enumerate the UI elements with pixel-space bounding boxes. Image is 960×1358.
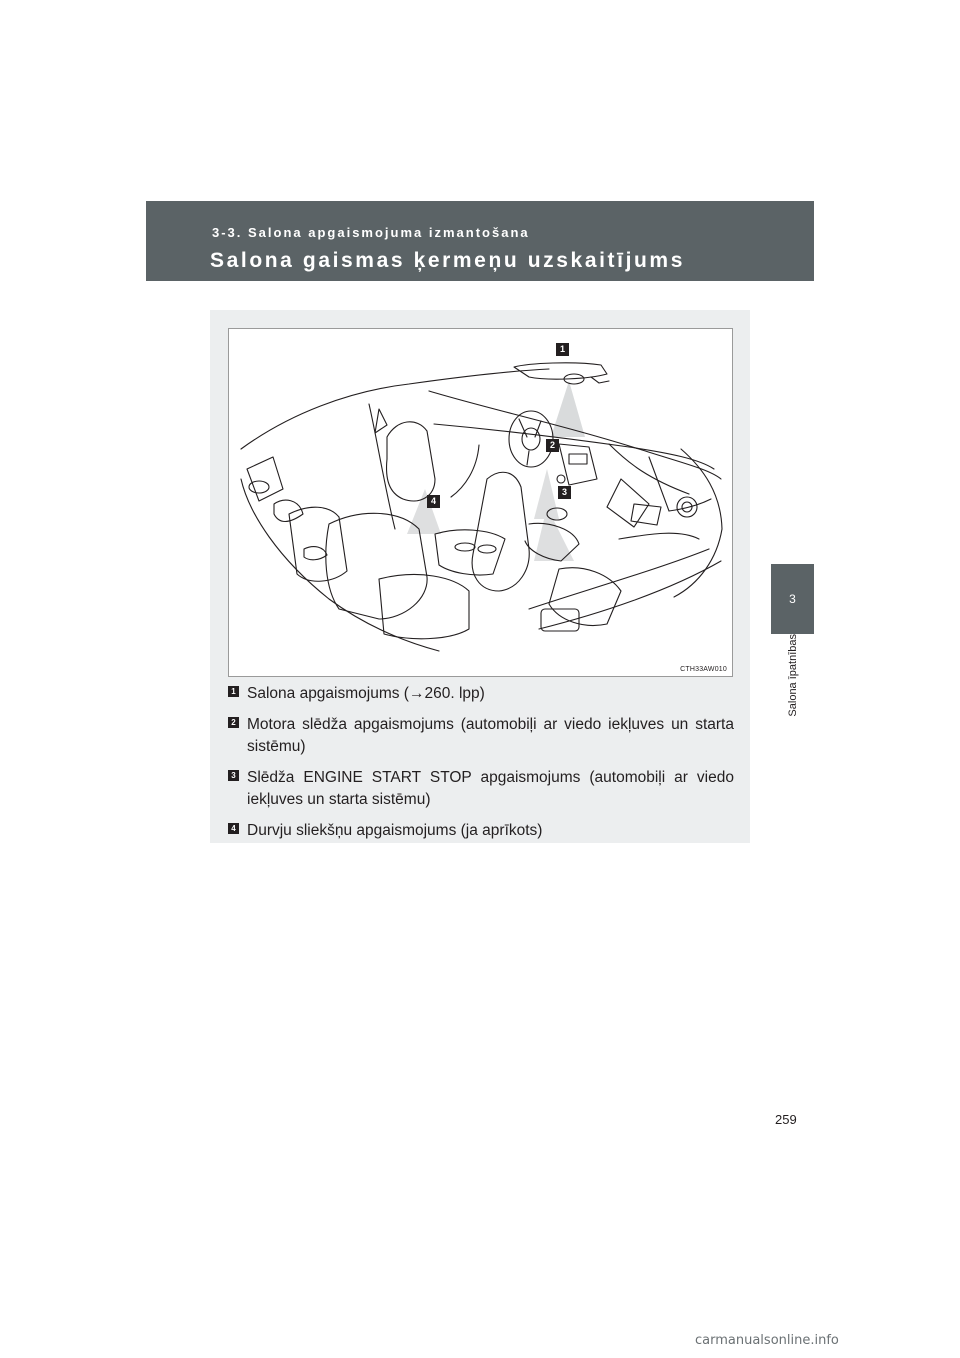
interior-illustration: [228, 328, 733, 677]
legend-item: [228, 714, 734, 758]
content-box: [210, 310, 750, 843]
chapter-number: 3: [789, 592, 796, 606]
callout-2: 2: [546, 439, 559, 452]
legend-number: 2: [228, 717, 239, 728]
figure-code: CTH33AW010: [680, 666, 727, 673]
legend-text: Durvju sliekšņu apgaismojums (ja aprīkots): [247, 822, 543, 839]
callout-3: 3: [558, 486, 571, 499]
legend-number: 1: [228, 686, 239, 697]
legend-text: Slēdža ENGINE START STOP apgaismojums (automobiļi ar viedo iekļuves un starta sistēmu): [247, 769, 734, 808]
legend-item: [228, 767, 734, 811]
chapter-title-wrap: [771, 634, 814, 764]
chapter-header: [146, 201, 814, 281]
chapter-title: Salona īpatnības: [786, 634, 799, 717]
legend-number: 3: [228, 770, 239, 781]
legend-item: [228, 683, 734, 705]
callout-1: 1: [556, 343, 569, 356]
page-number: 259: [775, 1112, 797, 1127]
legend-list: [228, 683, 734, 851]
legend-item: [228, 820, 734, 842]
chapter-tab[interactable]: [771, 564, 814, 634]
section-label: 3-3. Salona apgaismojuma izmantošana: [212, 225, 530, 240]
legend-text: Salona apgaismojums (→260. lpp): [247, 685, 485, 702]
callout-4: 4: [427, 495, 440, 508]
page-title: Salona gaismas ķermeņu uzskaitījums: [210, 249, 685, 272]
car-interior-drawing: [229, 329, 732, 676]
watermark[interactable]: carmanualsonline.info: [695, 1333, 839, 1348]
legend-text: Motora slēdža apgaismojums (automobiļi ar viedo iekļuves un starta sistēmu): [247, 716, 734, 755]
legend-number: 4: [228, 823, 239, 834]
